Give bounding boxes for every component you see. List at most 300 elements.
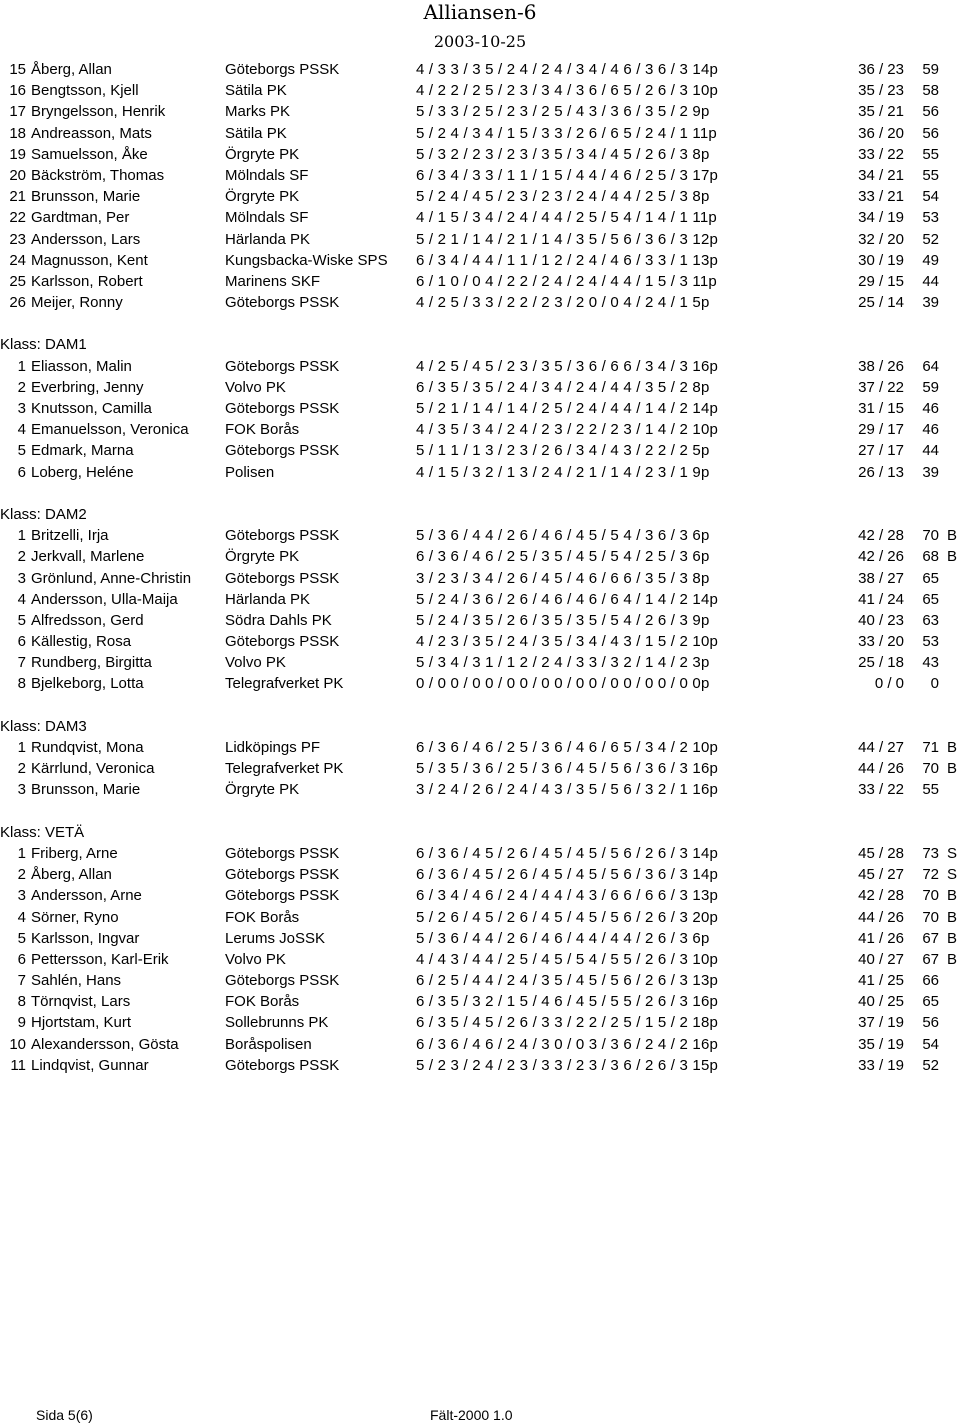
hits-figures: 33 / 21 xyxy=(858,188,904,206)
section-spacer xyxy=(0,483,960,504)
total-points: 39 xyxy=(922,463,939,481)
total-points: 70 xyxy=(922,908,939,926)
club-name: Boråspolisen xyxy=(225,1035,312,1053)
result-row xyxy=(0,631,960,652)
hits-figures: 38 / 26 xyxy=(858,357,904,375)
result-row xyxy=(0,59,960,80)
total-points: 54 xyxy=(922,1035,939,1053)
competitor-name: Samuelsson, Åke xyxy=(31,145,148,163)
total-points: 49 xyxy=(922,251,939,269)
result-row xyxy=(0,843,960,864)
total-points: 44 xyxy=(922,272,939,290)
station-results: 5 / 3 4 / 3 1 / 1 2 / 2 4 / 3 3 / 3 2 / 1 4 / 2 3p xyxy=(416,654,710,672)
total-points: 71 xyxy=(922,739,939,756)
placement: 10 xyxy=(9,1035,26,1053)
hits-figures: 45 / 27 xyxy=(858,866,904,884)
hits-figures: 44 / 26 xyxy=(858,760,904,778)
station-results: 4 / 1 5 / 3 2 / 1 3 / 2 4 / 2 1 / 1 4 / 2 3 / 1 9p xyxy=(416,463,710,481)
station-results: 6 / 3 6 / 4 5 / 2 6 / 4 5 / 4 5 / 5 6 / 2 6 / 3 14p xyxy=(416,844,719,862)
competitor-name: Törnqvist, Lars xyxy=(31,993,131,1011)
club-name: Örgryte PK xyxy=(225,781,300,799)
club-name: Lerums JoSSK xyxy=(225,929,326,947)
station-results: 4 / 4 3 / 4 4 / 2 5 / 4 5 / 5 4 / 5 5 / 2 6 / 3 10p xyxy=(416,950,719,968)
placement: 7 xyxy=(17,654,26,672)
placement: 5 xyxy=(17,611,26,629)
hits-figures: 38 / 27 xyxy=(858,569,904,587)
total-points: 39 xyxy=(922,294,939,312)
result-row xyxy=(0,928,960,949)
station-results: 4 / 2 5 / 3 3 / 2 2 / 2 3 / 2 0 / 0 4 / 2 4 / 1 5p xyxy=(416,294,710,312)
hits-figures: 33 / 20 xyxy=(858,633,904,651)
competitor-name: Emanuelsson, Veronica xyxy=(31,421,189,439)
award-mark: B xyxy=(947,950,958,968)
hits-figures: 25 / 18 xyxy=(858,654,904,672)
station-results: 6 / 3 4 / 4 6 / 2 4 / 4 4 / 4 3 / 6 6 / 6 6 / 3 13p xyxy=(416,887,719,905)
placement: 3 xyxy=(17,400,26,417)
competitor-name: Sahlén, Hans xyxy=(31,972,122,990)
station-results: 4 / 3 3 / 3 5 / 2 4 / 2 4 / 3 4 / 4 6 / 3 6 / 3 14p xyxy=(416,61,719,78)
competition-date: 2003-10-25 xyxy=(433,32,527,51)
competitor-name: Sörner, Ryno xyxy=(31,908,119,926)
total-points: 46 xyxy=(922,400,939,417)
award-mark: B xyxy=(947,887,958,905)
placement: 2 xyxy=(17,760,26,778)
total-points: 53 xyxy=(922,633,939,651)
competitor-name: Gardtman, Per xyxy=(31,209,130,227)
club-name: Lidköpings PF xyxy=(225,739,321,756)
club-name: Göteborgs PSSK xyxy=(225,844,340,862)
competitor-name: Friberg, Arne xyxy=(31,844,118,862)
result-row xyxy=(0,80,960,101)
club-name: Göteborgs PSSK xyxy=(225,887,340,905)
station-results: 5 / 2 4 / 4 5 / 2 3 / 2 3 / 2 4 / 4 4 / 2 5 / 3 8p xyxy=(416,188,710,206)
club-name: Kungsbacka-Wiske SPS xyxy=(225,251,388,269)
club-name: Härlanda PK xyxy=(225,230,311,248)
hits-figures: 44 / 26 xyxy=(858,908,904,926)
competitor-name: Knutsson, Camilla xyxy=(31,400,152,417)
club-name: Marks PK xyxy=(225,103,291,121)
competitor-name: Andersson, Ulla-Maija xyxy=(31,590,178,608)
station-results: 4 / 2 3 / 3 5 / 2 4 / 3 5 / 3 4 / 4 3 / 1 5 / 2 10p xyxy=(416,633,719,651)
class-heading: Klass: DAM2 xyxy=(0,505,87,523)
total-points: 64 xyxy=(922,357,939,375)
hits-figures: 34 / 21 xyxy=(858,166,904,184)
station-results: 5 / 3 6 / 4 4 / 2 6 / 4 6 / 4 5 / 5 4 / 3 6 / 3 6p xyxy=(416,527,710,545)
total-points: 0 xyxy=(930,675,939,693)
club-name: Sollebrunns PK xyxy=(225,1014,329,1032)
placement: 22 xyxy=(9,209,26,227)
competitor-name: Loberg, Heléne xyxy=(31,463,134,481)
result-row xyxy=(0,864,960,885)
club-name: Södra Dahls PK xyxy=(225,611,332,629)
placement: 15 xyxy=(9,61,26,78)
result-row xyxy=(0,419,960,440)
class-heading: Klass: VETÄ xyxy=(0,823,85,841)
result-row xyxy=(0,1034,960,1055)
station-results: 5 / 2 4 / 3 5 / 2 6 / 3 5 / 3 5 / 5 4 / 2 6 / 3 9p xyxy=(416,611,710,629)
total-points: 55 xyxy=(922,781,939,799)
total-points: 46 xyxy=(922,421,939,439)
club-name: Göteborgs PSSK xyxy=(225,1056,340,1074)
placement: 7 xyxy=(17,972,26,990)
club-name: Göteborgs PSSK xyxy=(225,866,340,884)
competitor-name: Brunsson, Marie xyxy=(31,188,141,206)
total-points: 65 xyxy=(922,569,939,587)
hits-figures: 36 / 23 xyxy=(858,61,904,78)
hits-figures: 30 / 19 xyxy=(858,251,904,269)
placement: 24 xyxy=(9,251,26,269)
placement: 2 xyxy=(17,378,26,396)
total-points: 54 xyxy=(922,188,939,206)
club-name: Telegrafverket PK xyxy=(225,760,344,778)
award-mark: B xyxy=(947,527,958,545)
result-row xyxy=(0,568,960,589)
competitor-name: Åberg, Allan xyxy=(31,866,112,884)
result-row xyxy=(0,737,960,758)
result-row xyxy=(0,525,960,546)
result-row xyxy=(0,1012,960,1033)
total-points: 67 xyxy=(922,950,939,968)
competitor-name: Rundberg, Birgitta xyxy=(31,654,152,672)
club-name: Göteborgs PSSK xyxy=(225,61,340,78)
placement: 2 xyxy=(17,548,26,566)
result-row xyxy=(0,440,960,461)
placement: 6 xyxy=(17,633,26,651)
hits-figures: 32 / 20 xyxy=(858,230,904,248)
competitor-name: Bryngelsson, Henrik xyxy=(31,103,166,121)
result-row xyxy=(0,610,960,631)
competitor-name: Bäckström, Thomas xyxy=(31,166,165,184)
hits-figures: 42 / 28 xyxy=(858,887,904,905)
station-results: 6 / 3 4 / 3 3 / 1 1 / 1 5 / 4 4 / 4 6 / 2 5 / 3 17p xyxy=(416,166,719,184)
result-row xyxy=(0,165,960,186)
station-results: 3 / 2 4 / 2 6 / 2 4 / 4 3 / 3 5 / 5 6 / 3 2 / 1 16p xyxy=(416,781,719,799)
hits-figures: 41 / 26 xyxy=(858,929,904,947)
club-name: Göteborgs PSSK xyxy=(225,527,340,545)
result-row xyxy=(0,589,960,610)
result-row xyxy=(0,885,960,906)
placement: 19 xyxy=(9,145,26,163)
station-results: 4 / 2 2 / 2 5 / 2 3 / 3 4 / 3 6 / 6 5 / 2 6 / 3 10p xyxy=(416,82,719,100)
page-footer xyxy=(0,1407,960,1425)
competitor-name: Kärrlund, Veronica xyxy=(31,760,155,778)
station-results: 4 / 3 5 / 3 4 / 2 4 / 2 3 / 2 2 / 2 3 / 1 4 / 2 10p xyxy=(416,421,719,439)
competitor-name: Andersson, Arne xyxy=(31,887,142,905)
competitor-name: Pettersson, Karl-Erik xyxy=(31,950,169,968)
competitor-name: Edmark, Marna xyxy=(31,442,134,460)
placement: 4 xyxy=(17,590,26,608)
hits-figures: 42 / 26 xyxy=(858,548,904,566)
total-points: 72 xyxy=(922,866,939,884)
station-results: 6 / 3 5 / 3 2 / 1 5 / 4 6 / 4 5 / 5 5 / 2 6 / 3 16p xyxy=(416,993,719,1011)
club-name: Göteborgs PSSK xyxy=(225,633,340,651)
club-name: Volvo PK xyxy=(225,378,286,396)
club-name: FOK Borås xyxy=(225,908,300,926)
club-name: Göteborgs PSSK xyxy=(225,442,340,460)
total-points: 56 xyxy=(922,1014,939,1032)
hits-figures: 35 / 23 xyxy=(858,82,904,100)
result-row xyxy=(0,907,960,928)
page-header xyxy=(0,0,960,52)
competitor-name: Åberg, Allan xyxy=(31,61,112,78)
competitor-name: Karlsson, Ingvar xyxy=(31,929,140,947)
total-points: 67 xyxy=(922,929,939,947)
placement: 6 xyxy=(17,463,26,481)
hits-figures: 27 / 17 xyxy=(858,442,904,460)
club-name: Volvo PK xyxy=(225,950,286,968)
total-points: 55 xyxy=(922,166,939,184)
total-points: 70 xyxy=(922,527,939,545)
club-name: Härlanda PK xyxy=(225,590,311,608)
result-row xyxy=(0,546,960,567)
club-name: Marinens SKF xyxy=(225,272,321,290)
section-spacer xyxy=(0,801,960,822)
placement: 16 xyxy=(9,82,26,100)
total-points: 70 xyxy=(922,887,939,905)
hits-figures: 37 / 22 xyxy=(858,378,904,396)
result-row xyxy=(0,377,960,398)
placement: 5 xyxy=(17,442,26,460)
hits-figures: 33 / 22 xyxy=(858,781,904,799)
program-name: Fält-2000 1.0 xyxy=(430,1407,513,1423)
result-row xyxy=(0,398,960,419)
competitor-name: Brunsson, Marie xyxy=(31,781,141,799)
station-results: 5 / 1 1 / 1 3 / 2 3 / 2 6 / 3 4 / 4 3 / 2 2 / 2 5p xyxy=(416,442,710,460)
result-row xyxy=(0,758,960,779)
hits-figures: 41 / 24 xyxy=(858,590,904,608)
placement: 4 xyxy=(17,421,26,439)
hits-figures: 34 / 19 xyxy=(858,209,904,227)
section-spacer xyxy=(0,695,960,716)
station-results: 6 / 3 6 / 4 6 / 2 5 / 3 6 / 4 6 / 6 5 / 3 4 / 2 10p xyxy=(416,739,719,756)
station-results: 5 / 3 3 / 2 5 / 2 3 / 2 5 / 4 3 / 3 6 / 3 5 / 2 9p xyxy=(416,103,710,121)
hits-figures: 40 / 25 xyxy=(858,993,904,1011)
competitor-name: Rundqvist, Mona xyxy=(31,739,144,756)
hits-figures: 36 / 20 xyxy=(858,124,904,142)
station-results: 5 / 2 1 / 1 4 / 1 4 / 2 5 / 2 4 / 4 4 / 1 4 / 2 14p xyxy=(416,400,719,417)
competitor-name: Bengtsson, Kjell xyxy=(31,82,139,100)
hits-figures: 35 / 21 xyxy=(858,103,904,121)
total-points: 68 xyxy=(922,548,939,566)
results-list xyxy=(0,59,960,1076)
hits-figures: 41 / 25 xyxy=(858,972,904,990)
result-row xyxy=(0,144,960,165)
station-results: 5 / 3 5 / 3 6 / 2 5 / 3 6 / 4 5 / 5 6 / 3 6 / 3 16p xyxy=(416,760,719,778)
club-name: Göteborgs PSSK xyxy=(225,294,340,312)
competitor-name: Meijer, Ronny xyxy=(31,294,123,312)
result-row xyxy=(0,779,960,800)
result-row xyxy=(0,970,960,991)
result-row xyxy=(0,271,960,292)
hits-figures: 33 / 22 xyxy=(858,145,904,163)
club-name: Göteborgs PSSK xyxy=(225,972,340,990)
total-points: 58 xyxy=(922,82,939,100)
page-number: Sida 5(6) xyxy=(36,1407,93,1423)
placement: 1 xyxy=(17,357,26,375)
station-results: 5 / 2 4 / 3 4 / 1 5 / 3 3 / 2 6 / 6 5 / 2 4 / 1 11p xyxy=(416,124,717,142)
total-points: 70 xyxy=(922,760,939,778)
result-row xyxy=(0,652,960,673)
station-results: 5 / 2 4 / 3 6 / 2 6 / 4 6 / 4 6 / 6 4 / 1 4 / 2 14p xyxy=(416,590,719,608)
station-results: 6 / 1 0 / 0 4 / 2 2 / 2 4 / 2 4 / 4 4 / 1 5 / 3 11p xyxy=(416,272,717,290)
result-row xyxy=(0,101,960,122)
club-name: Göteborgs PSSK xyxy=(225,357,340,375)
total-points: 59 xyxy=(922,61,939,78)
placement: 1 xyxy=(17,739,26,756)
club-name: FOK Borås xyxy=(225,993,300,1011)
total-points: 52 xyxy=(922,230,939,248)
result-row xyxy=(0,949,960,970)
club-name: Göteborgs PSSK xyxy=(225,569,340,587)
placement: 8 xyxy=(17,675,26,693)
placement: 18 xyxy=(9,124,26,142)
hits-figures: 26 / 13 xyxy=(858,463,904,481)
competitor-name: Everbring, Jenny xyxy=(31,378,144,396)
hits-figures: 42 / 28 xyxy=(858,527,904,545)
total-points: 59 xyxy=(922,378,939,396)
award-mark: S xyxy=(947,866,958,884)
class-heading: Klass: DAM1 xyxy=(0,336,87,354)
competitor-name: Bjelkeborg, Lotta xyxy=(31,675,144,693)
competitor-name: Hjortstam, Kurt xyxy=(31,1014,132,1032)
competitor-name: Alfredsson, Gerd xyxy=(31,611,144,629)
result-row xyxy=(0,207,960,228)
station-results: 6 / 3 6 / 4 5 / 2 6 / 4 5 / 4 5 / 5 6 / 3 6 / 3 14p xyxy=(416,866,719,884)
hits-figures: 29 / 15 xyxy=(858,272,904,290)
competition-title: Alliansen-6 xyxy=(423,0,537,24)
club-name: Mölndals SF xyxy=(225,209,309,227)
station-results: 5 / 2 3 / 2 4 / 2 3 / 3 3 / 2 3 / 3 6 / 2 6 / 3 15p xyxy=(416,1056,719,1074)
total-points: 66 xyxy=(922,972,939,990)
club-name: Örgryte PK xyxy=(225,145,300,163)
result-row xyxy=(0,292,960,313)
competitor-name: Eliasson, Malin xyxy=(31,357,132,375)
hits-figures: 40 / 23 xyxy=(858,611,904,629)
competitor-name: Andersson, Lars xyxy=(31,230,141,248)
station-results: 6 / 3 6 / 4 6 / 2 5 / 3 5 / 4 5 / 5 4 / 2 5 / 3 6p xyxy=(416,548,710,566)
total-points: 52 xyxy=(922,1056,939,1074)
placement: 9 xyxy=(17,1014,26,1032)
hits-figures: 33 / 19 xyxy=(858,1056,904,1074)
total-points: 44 xyxy=(922,442,939,460)
station-results: 6 / 3 5 / 4 5 / 2 6 / 3 3 / 2 2 / 2 5 / 1 5 / 2 18p xyxy=(416,1014,719,1032)
placement: 3 xyxy=(17,781,26,799)
competitor-name: Magnusson, Kent xyxy=(31,251,148,269)
placement: 8 xyxy=(17,993,26,1011)
hits-figures: 35 / 19 xyxy=(858,1035,904,1053)
station-results: 5 / 2 1 / 1 4 / 2 1 / 1 4 / 3 5 / 5 6 / 3 6 / 3 12p xyxy=(416,230,719,248)
competitor-name: Lindqvist, Gunnar xyxy=(31,1056,149,1074)
competitor-name: Källestig, Rosa xyxy=(31,633,132,651)
hits-figures: 25 / 14 xyxy=(858,294,904,312)
station-results: 4 / 2 5 / 4 5 / 2 3 / 3 5 / 3 6 / 6 6 / 3 4 / 3 16p xyxy=(416,357,719,375)
hits-figures: 40 / 27 xyxy=(858,950,904,968)
station-results: 4 / 1 5 / 3 4 / 2 4 / 4 4 / 2 5 / 5 4 / 1 4 / 1 11p xyxy=(416,209,717,227)
competitor-name: Jerkvall, Marlene xyxy=(31,548,145,566)
hits-figures: 45 / 28 xyxy=(858,844,904,862)
class-heading: Klass: DAM3 xyxy=(0,717,87,735)
total-points: 56 xyxy=(922,124,939,142)
result-row xyxy=(0,229,960,250)
competitor-name: Grönlund, Anne-Christin xyxy=(31,569,192,587)
placement: 25 xyxy=(9,272,26,290)
station-results: 6 / 3 5 / 3 5 / 2 4 / 3 4 / 2 4 / 4 4 / 3 5 / 2 8p xyxy=(416,378,710,396)
award-mark: B xyxy=(947,908,958,926)
total-points: 65 xyxy=(922,993,939,1011)
club-name: Örgryte PK xyxy=(225,188,300,206)
station-results: 5 / 3 2 / 2 3 / 2 3 / 3 5 / 3 4 / 4 5 / 2 6 / 3 8p xyxy=(416,145,710,163)
station-results: 5 / 3 6 / 4 4 / 2 6 / 4 6 / 4 4 / 4 4 / 2 6 / 3 6p xyxy=(416,929,710,947)
section-spacer xyxy=(0,313,960,334)
competitor-name: Karlsson, Robert xyxy=(31,272,143,290)
result-row xyxy=(0,673,960,694)
hits-figures: 0 / 0 xyxy=(874,675,904,693)
placement: 2 xyxy=(17,866,26,884)
club-name: Volvo PK xyxy=(225,654,286,672)
station-results: 5 / 2 6 / 4 5 / 2 6 / 4 5 / 4 5 / 5 6 / 2 6 / 3 20p xyxy=(416,908,719,926)
placement: 3 xyxy=(17,887,26,905)
placement: 1 xyxy=(17,844,26,862)
placement: 6 xyxy=(17,950,26,968)
station-results: 6 / 2 5 / 4 4 / 2 4 / 3 5 / 4 5 / 5 6 / 2 6 / 3 13p xyxy=(416,972,719,990)
placement: 11 xyxy=(10,1056,26,1074)
award-mark: B xyxy=(947,760,958,778)
total-points: 56 xyxy=(922,103,939,121)
placement: 17 xyxy=(9,103,26,121)
result-row xyxy=(0,186,960,207)
total-points: 53 xyxy=(922,209,939,227)
total-points: 63 xyxy=(922,611,939,629)
club-name: Polisen xyxy=(225,463,275,481)
hits-figures: 37 / 19 xyxy=(858,1014,904,1032)
hits-figures: 31 / 15 xyxy=(858,400,904,417)
hits-figures: 29 / 17 xyxy=(858,421,904,439)
award-mark: B xyxy=(947,929,958,947)
total-points: 73 xyxy=(922,844,939,862)
placement: 4 xyxy=(17,908,26,926)
total-points: 43 xyxy=(922,654,939,672)
placement: 21 xyxy=(9,188,26,206)
award-mark: B xyxy=(947,739,958,756)
competitor-name: Britzelli, Irja xyxy=(31,527,109,545)
club-name: Telegrafverket PK xyxy=(225,675,344,693)
award-mark: B xyxy=(947,548,958,566)
club-name: FOK Borås xyxy=(225,421,300,439)
station-results: 3 / 2 3 / 3 4 / 2 6 / 4 5 / 4 6 / 6 6 / 3 5 / 3 8p xyxy=(416,569,710,587)
total-points: 55 xyxy=(922,145,939,163)
placement: 20 xyxy=(9,166,26,184)
result-row xyxy=(0,250,960,271)
placement: 3 xyxy=(17,569,26,587)
result-row xyxy=(0,991,960,1012)
station-results: 6 / 3 6 / 4 6 / 2 4 / 3 0 / 0 3 / 3 6 / 2 4 / 2 16p xyxy=(416,1035,719,1053)
result-row xyxy=(0,462,960,483)
result-row xyxy=(0,123,960,144)
club-name: Mölndals SF xyxy=(225,166,309,184)
club-name: Sätila PK xyxy=(225,82,287,100)
club-name: Örgryte PK xyxy=(225,548,300,566)
station-results: 0 / 0 0 / 0 0 / 0 0 / 0 0 / 0 0 / 0 0 / 0 0 / 0 0p xyxy=(416,675,710,693)
result-row xyxy=(0,356,960,377)
club-name: Sätila PK xyxy=(225,124,287,142)
placement: 26 xyxy=(9,294,26,312)
placement: 23 xyxy=(9,230,26,248)
competitor-name: Alexandersson, Gösta xyxy=(31,1035,179,1053)
hits-figures: 44 / 27 xyxy=(858,739,904,756)
placement: 1 xyxy=(17,527,26,545)
total-points: 65 xyxy=(922,590,939,608)
award-mark: S xyxy=(947,844,958,862)
